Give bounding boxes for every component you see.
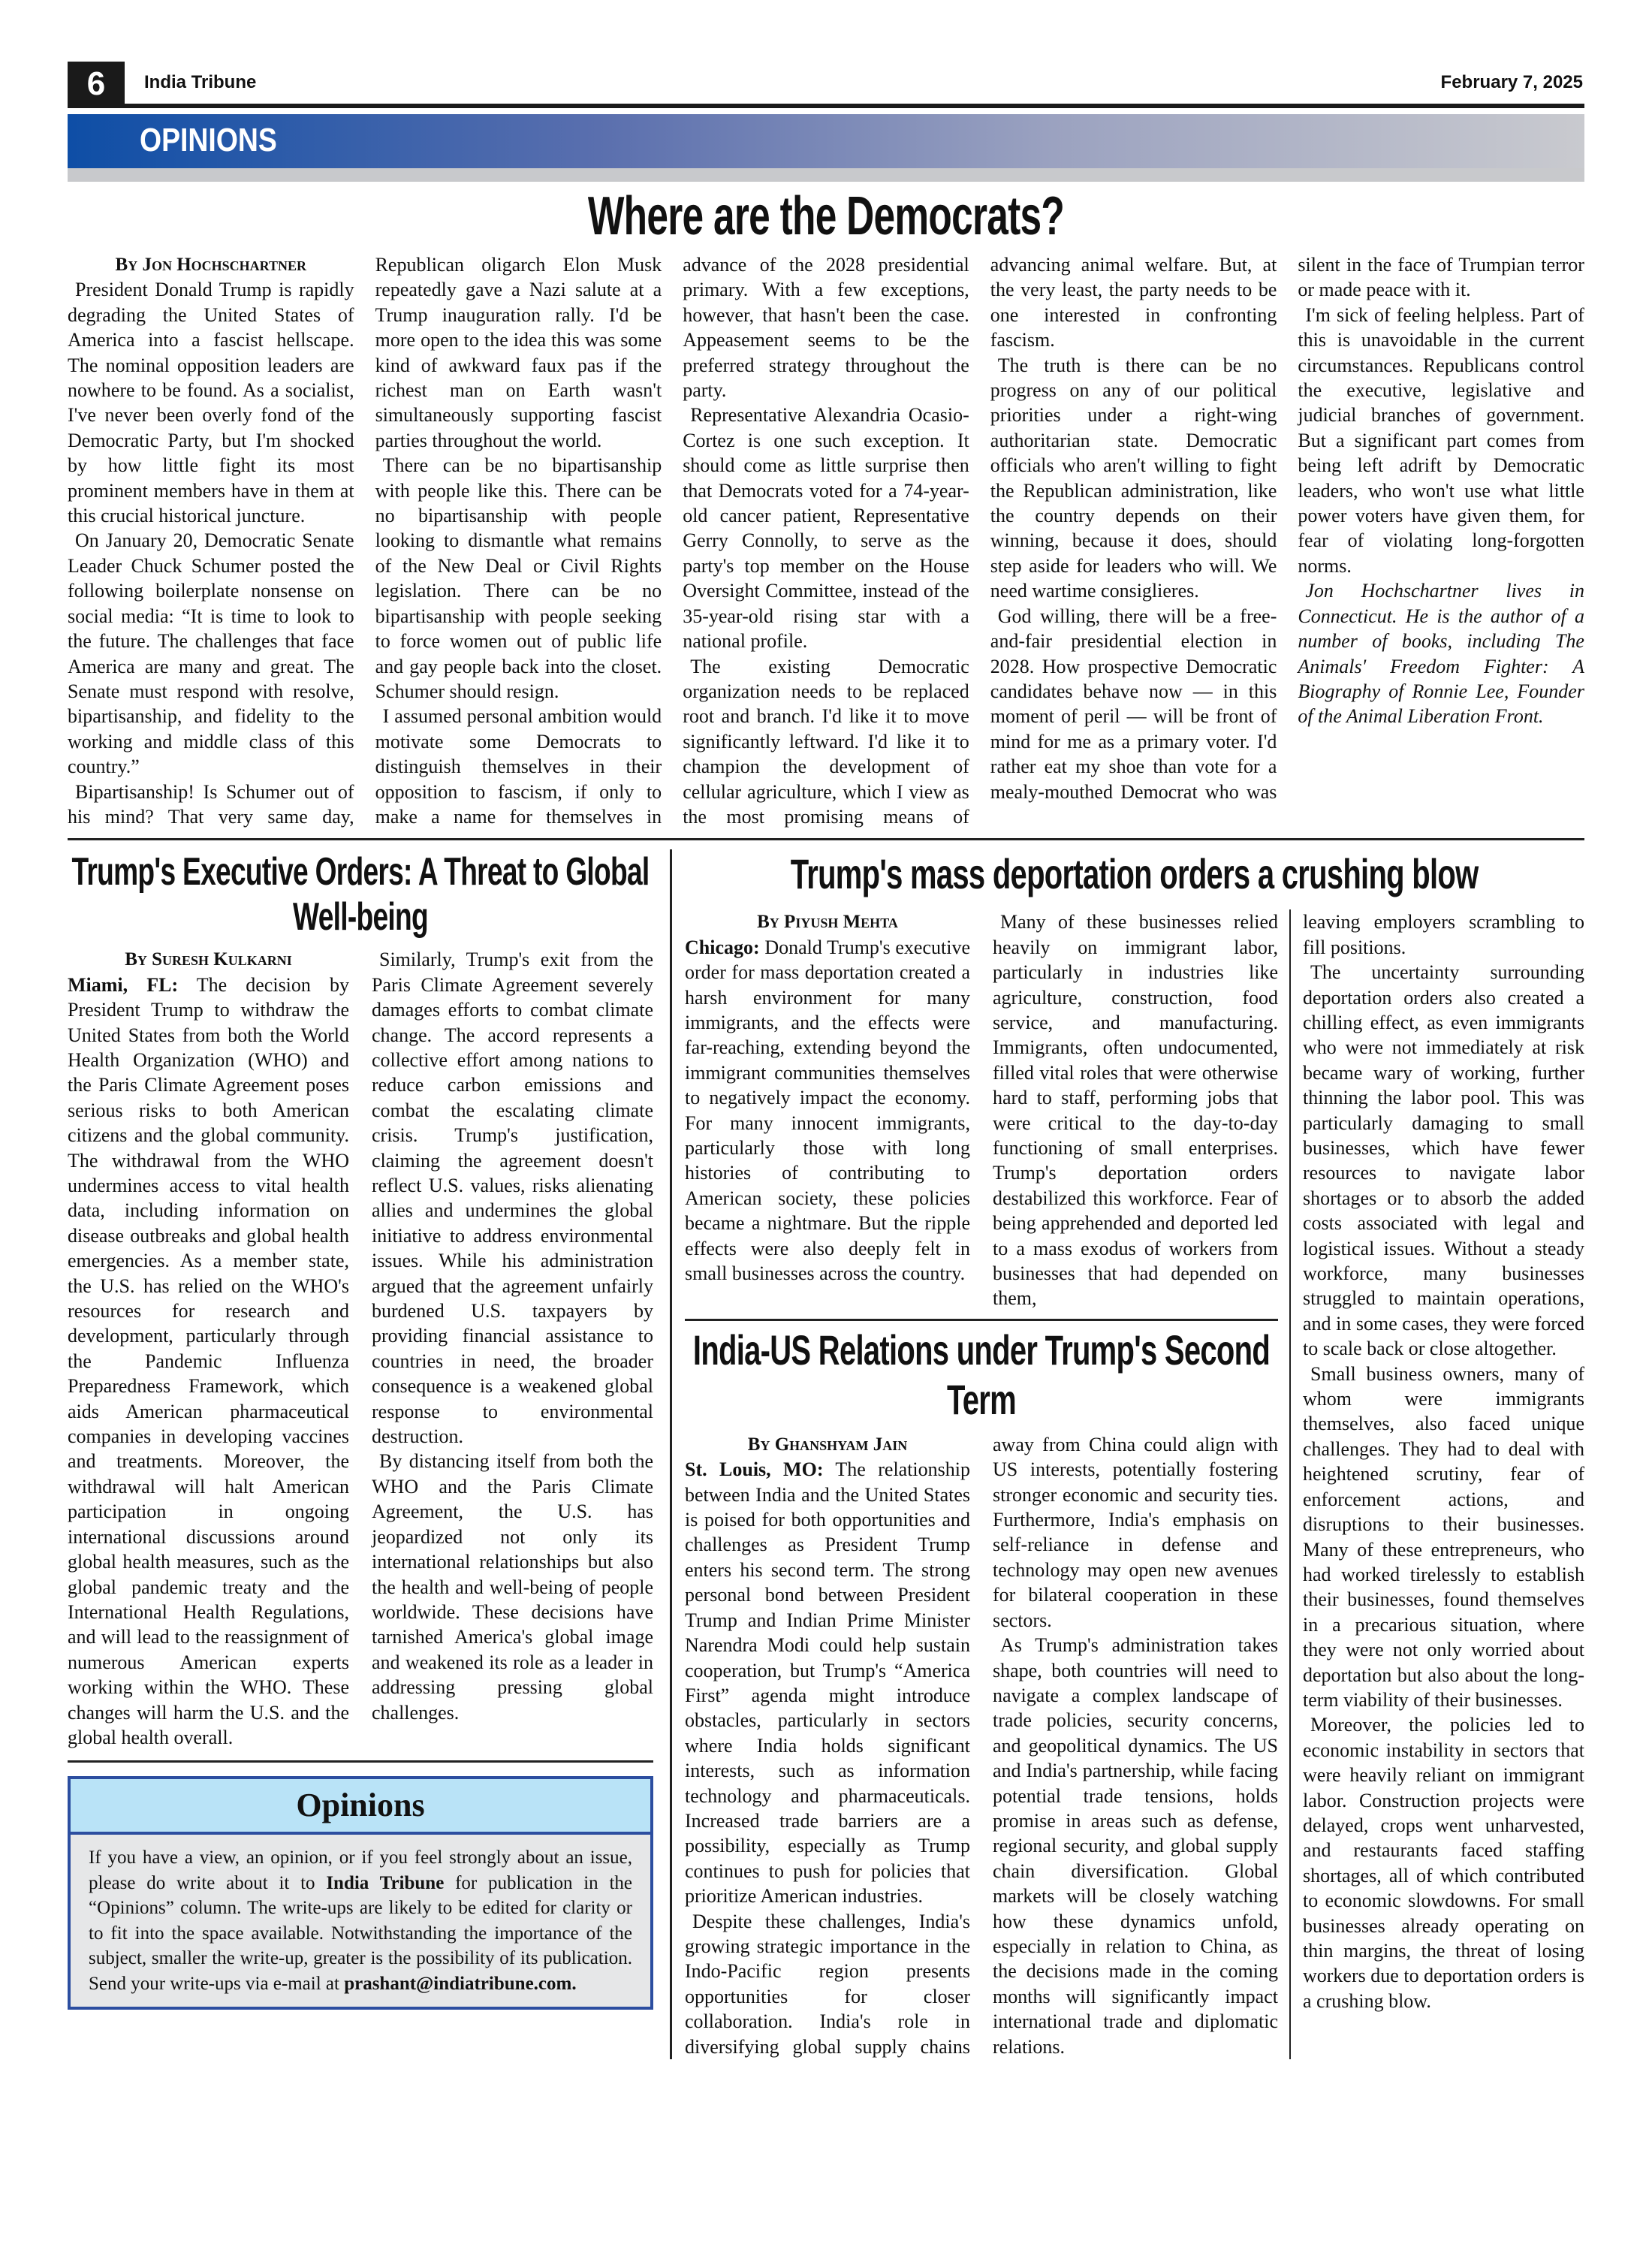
opinions-callout: [68, 1776, 653, 2010]
paragraph: By distancing itself from both the WHO and the Paris Climate Agreement, the U.S. has jeopardized not only its international relationships but also the health and well-being of people worldwide. These decisions have tarnished America's global image and weakened its role as a leader in addressing pressing global challenges.: [372, 1450, 653, 1724]
paragraph: Many of these businesses relied heavily on immigrant labor, particularly in industries like agriculture, construction, food service, and manufacturing. Immigrants, often undocumented, filled vital roles that were otherwise hard to staff, performing jobs that were critical to the day-to-day functioning of small enterprises. Trump's deportation orders destabilized this workforce. Fear of being apprehended and deported led to a mass exodus of workers from businesses that had depended on them,: [993, 911, 1278, 1310]
paragraph: The decision by President Trump to withdraw the United States from both the World Health Organization (WHO) and the Paris Climate Agreement poses serious risks to both American citizens and the global community. The withdrawal from the WHO undermines access to vital health data, including information on disease outbreaks and global health emergencies. As a member state, the U.S. has relied on the WHO's resources for research and development, particularly through the Pandemic Influenza Preparedness Framework, which aids American pharmaceutical companies in developing vaccines and treatments. Moreover, the withdrawal will halt American participation in ongoing international discussions around global health measures, such as the global pandemic treaty and the International Health Regulations, and will lead to the reassignment of numerous American experts working within the WHO. These changes will harm the U.S. and the global health overall.: [68, 973, 349, 1748]
paragraph: leaving employers scrambling to fill positions.: [1303, 911, 1584, 958]
paragraph: President Donald Trump is rapidly degrading the United States of America into a fascist hellscape. The nominal opposition leaders are nowhere to be found. As a socialist, I've never been overly fond of the Democratic Party, but I'm shocked by how little fight its most prominent members have in them at this crucial historical juncture.: [68, 279, 354, 527]
paragraph: I assumed personal ambition would motivate some Democrats to distinguish themselves in their opposition to fascism, if only to make a name for themselves in advance of the 2028 presidential primary. With a few exceptions, however, that hasn't been the case. Appeasement seems to be the preferred strategy throughout the party.: [375, 254, 969, 828]
byline: By Ghanshyam Jain: [747, 1434, 908, 1455]
callout-text: If you have a view, an opinion, or if you feel strongly about an issue, please do write about it to: [89, 1847, 632, 1893]
issue-date: February 7, 2025: [1440, 72, 1583, 92]
header-rule: [68, 104, 1584, 108]
center-columns: [685, 909, 1278, 2059]
lower-section: [68, 849, 1584, 2059]
paragraph: Small business owners, many of whom were immigrants themselves, also faced unique challenges. They had to deal with heightened scrutiny, fear of enforcement actions, and disruptions to their businesses. Many of these entrepreneurs, who had worked tirelessly to establish their businesses, found themselves in a precarious situation, where they were not only worried about deportation but also about the long-term viability of their businesses.: [1303, 1362, 1584, 1711]
byline: By Suresh Kulkarni: [125, 949, 292, 970]
column-divider: [670, 849, 672, 2059]
headline-text: India-US Relations under Trump's Second Term: [692, 1326, 1271, 1423]
paragraph: Representative Alexandria Ocasio-Cortez is one such exception. It should come as little surprise then that Democrats voted for a 74-year-old cancer patient, Representative Gerry Connolly, to serve as the party's top member on the House Oversight Committee, instead of the 35-year-old rising star with a national profile.: [683, 404, 969, 653]
divider: [68, 1760, 653, 1763]
paragraph: The uncertainty surrounding deportation orders also created a chilling effect, as even immigrants who were not immediately at risk became wary of working, further thinning the labor pool. This was particularly damaging to small businesses, which have fewer resources to navigate labor shortages or to absorb the added costs associated with legal and logistical issues. Without a steady workforce, many businesses struggled to maintain operations, and in some cases, they were forced to scale back or close altogether.: [1303, 961, 1584, 1360]
headline-text: Trump's mass deportation orders a crushing blow: [791, 850, 1479, 898]
article-body: [68, 252, 1584, 829]
callout-text: for publication in the “Opinions” column. The write-ups are likely to be edited for clarity or to fit into the space available. Notwithstanding the importance of the subject, smaller the write-up, greater is the possibility of its publication. Send your write-ups via e-mail at: [89, 1872, 632, 1994]
paragraph: The relationship between India and the United States is poised for both opportunities and challenges as President Trump enters his second term. The strong personal bond between President Trump and Indian Prime Minister Narendra Modi could help sustain cooperation, but Trump's “America First” agenda might introduce obstacles, particularly in sectors where India holds significant interests, such as information technology and pharmaceuticals. Increased trade barriers are a possibility, especially as Trump continues to push for policies that prioritize American industries.: [685, 1458, 970, 1908]
paragraph: There can be no bipartisanship with people like this. There can be no bipartisanship with people looking to dismantle what remains of the New Deal or Civil Rights legislation. There can be no bipartisanship with people seeking to force women out of public life and gay people back into the closet. Schumer should resign.: [375, 454, 662, 702]
section-banner: [68, 114, 1584, 168]
paragraph: The truth is there can be no progress on any of our political priorities under a right-wing authoritarian state. Democratic officials who aren't willing to fight the Republican administration, like the country depends on their winning, because it does, should step aside for leaders who will. We need wartime consiglieres.: [990, 354, 1277, 602]
author-bio: Jon Hochschartner lives in Connecticut. He is the author of a number of books, including The Animals' Freedom Fighter: A Biography of Ronnie Lee, Founder of the Animal Liberation Front.: [1298, 580, 1584, 728]
paragraph: I'm sick of feeling helpless. Part of this is unavoidable in the current circumstances. Republicans control the executive, legislative and judicial branches of government. But a significant part comes from being left adrift by Democratic leaders, who won't use what little power voters have given them, for fear of violating long-forgotten norms.: [1298, 303, 1584, 577]
dateline: St. Louis, MO:: [685, 1458, 824, 1481]
paragraph: Donald Trump's executive order for mass deportation created a harsh environment for many immigrants, and the effects were far-reaching, extending beyond the immigrant communities themselves to negatively impact the economy. For many innocent immigrants, particularly those with long histories of contributing to American society, these policies became a nightmare. But the ripple effects were also deeply felt in small businesses across the country.: [685, 936, 970, 1285]
article-headline: [685, 849, 1584, 899]
headline-text: Where are the Democrats?: [587, 186, 1065, 246]
section-title: OPINIONS: [140, 122, 277, 158]
email-link[interactable]: prashant@indiatribune.com.: [344, 1973, 577, 1994]
right-column: [685, 849, 1584, 2059]
publication-mention: India Tribune: [326, 1872, 445, 1893]
article-headline: [68, 849, 653, 940]
divider: [685, 1319, 1278, 1321]
paragraph: Bipartisanship! Is Schumer out of his mind? That very same day, Republican oligarch Elon Musk repeatedly gave a Nazi salute at a Trump inauguration rally. I'd be more open to the idea this was some kind of awkward faux pas if the richest man on Earth wasn't simultaneously supporting fascist parties throughout the world.: [68, 254, 662, 828]
page-number: 6: [68, 62, 125, 107]
paragraph: God willing, there will be a free-and-fair presidential election in 2028. How prospective Democratic candidates behave now — in this moment of peril — will be front of mind for me as a primary voter. I'd rather eat my shoe than vote for a mealy-mouthed Democrat who was silent in the face of Trumpian terror or made peace with it.: [990, 254, 1584, 803]
divider: [68, 838, 1584, 840]
paragraph: The existing Democratic organization needs to be replaced root and branch. I'd like it to move significantly leftward. I'd like it to champion the development of cellular agriculture, which I view as the most promising means of advancing animal welfare. But, at the very least, the party needs to be one interested in confronting fascism.: [683, 254, 1277, 828]
paragraph: Despite these challenges, India's growing strategic importance in the Indo-Pacific region presents opportunities for closer collaboration. India's role in diversifying global supply chains away from China could align with US interests, potentially fostering stronger economic and security ties. Furthermore, India's emphasis on self-reliance in defense and technology may open new avenues for bilateral cooperation in these sectors.: [685, 1433, 1278, 2058]
article-headline: [685, 1326, 1278, 1425]
page-content: [68, 186, 1584, 2059]
article-headline: [68, 186, 1584, 246]
dateline: Chicago:: [685, 936, 760, 958]
byline: By Piyush Mehta: [757, 912, 898, 933]
headline-text: Trump's Executive Orders: A Threat to Global Well-being: [71, 850, 650, 940]
article-body-continued: [1303, 909, 1584, 2059]
publication-name: India Tribune: [144, 72, 257, 92]
left-column: [68, 849, 653, 2059]
callout-title: Opinions: [71, 1779, 650, 1835]
paragraph: Similarly, Trump's exit from the Paris Climate Agreement severely damages efforts to combat climate change. The accord represents a collective effort among nations to reduce carbon emissions and combat the escalating climate crisis. Trump's justification, claiming the agreement doesn't reflect U.S. values, risks alienating allies and undermines the global initiative to address environmental issues. While his administration argued that the agreement unfairly burdened U.S. taxpayers by providing financial assistance to countries in need, the broader consequence is a weakened global response to environmental destruction.: [372, 949, 653, 1448]
article-body: [685, 1432, 1278, 2059]
paragraph: As Trump's administration takes shape, both countries will need to navigate a complex landscape of trade policies, security concerns, and geopolitical dynamics. The US and India's partnership, while facing potential trade tensions, holds promise in areas such as defense, regional security, and global supply chain diversification. Global markets will be closely watching how these dynamics unfold, especially in relation to China, as the decisions made in the coming months will significantly impact international trade and diplomatic relations.: [993, 1634, 1278, 2058]
right-columns: [685, 909, 1584, 2059]
article-body: [68, 947, 653, 1750]
dateline: Miami, FL:: [68, 973, 179, 996]
byline: By Jon Hochschartner: [115, 255, 307, 275]
paragraph: Moreover, the policies led to economic instability in sectors that were heavily reliant on immigrant labor. Construction projects were delayed, crops went unharvested, and restaurants faced staffing shortages, all of which contributed to economic slowdowns. For small businesses already operating on thin margins, the threat of losing workers due to deportation orders is a crushing blow.: [1303, 1714, 1584, 2012]
banner-strip: [68, 168, 1584, 182]
column-divider: [1289, 909, 1291, 2059]
paragraph: On January 20, Democratic Senate Leader Chuck Schumer posted the following boilerplate nonsense on social media: “It is time to look to the future. The challenges that face America are many and great. The Senate must respond with resolve, bipartisanship, and fidelity to the working and middle class of this country.”: [68, 529, 354, 778]
article-body: [685, 909, 1278, 1311]
